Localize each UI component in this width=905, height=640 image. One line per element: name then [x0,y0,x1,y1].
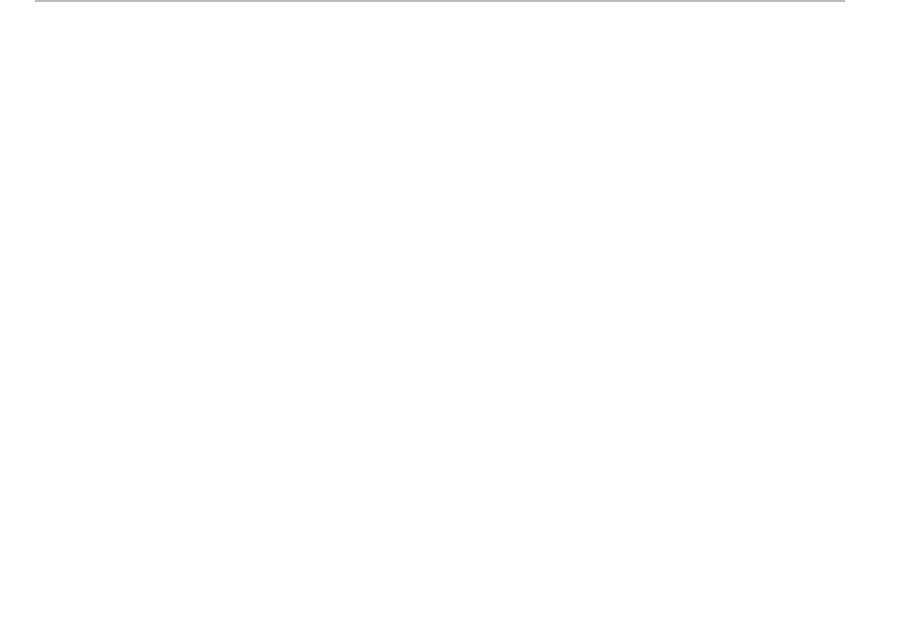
top-rule [35,0,845,2]
